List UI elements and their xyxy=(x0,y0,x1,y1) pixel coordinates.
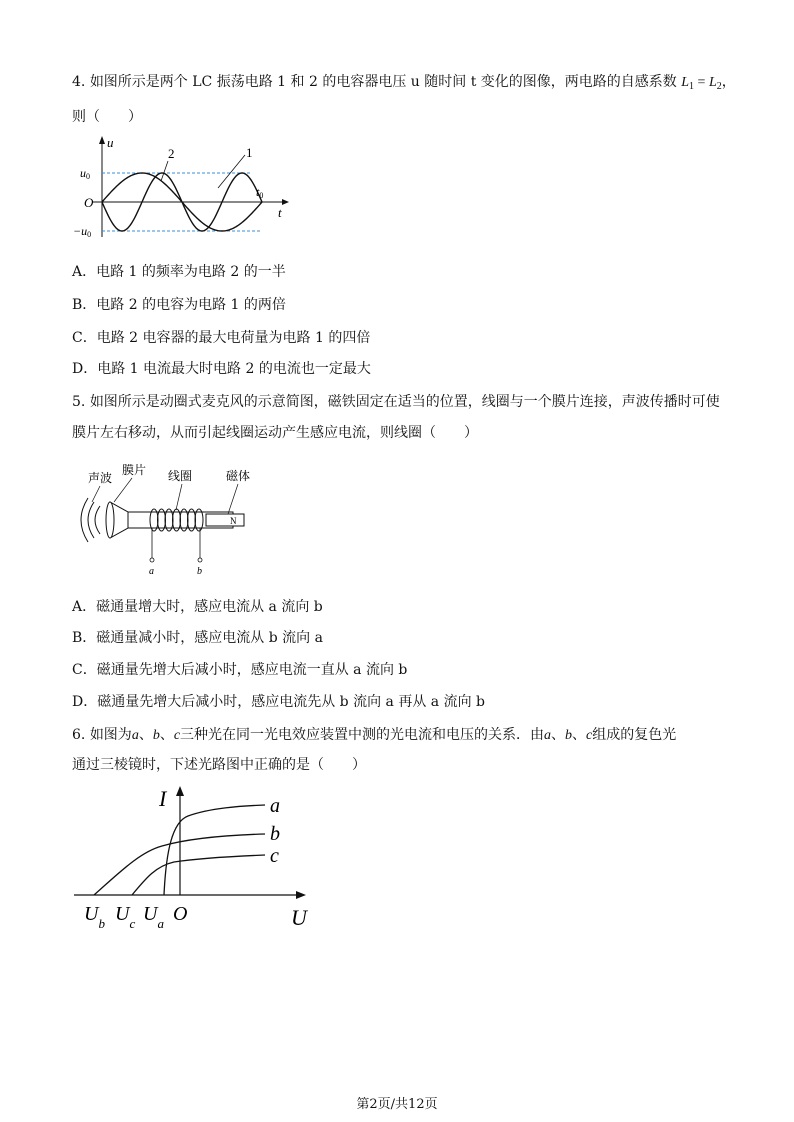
q5-number: 5. xyxy=(72,394,86,410)
q6-stem-line2: 通过三棱镜时，下述光路图中正确的是（ ） xyxy=(72,757,366,773)
q6-i-axis-arrow xyxy=(176,786,184,796)
q4-t-axis-arrow xyxy=(282,199,289,205)
q5-stem-text: 如图所示是动圈式麦克风的示意简图，磁铁固定在适当的位置，线圈与一个膜片连接，声波传播时可使 xyxy=(89,394,720,410)
q6-number: 6. xyxy=(72,727,86,743)
q5-leader-magnet xyxy=(228,484,238,514)
q6-sep1-2: 、 xyxy=(551,727,566,743)
q6-axis-i-label: I xyxy=(159,786,167,811)
q5-option-c: C．磁通量先增大后减小时，感应电流一直从 a 流向 b xyxy=(72,662,408,678)
q5-magnet xyxy=(206,514,244,526)
q5-terminal-a-label: a xyxy=(149,566,154,577)
q4-option-c: C．电路 2 电容器的最大电荷量为电路 1 的四倍 xyxy=(72,330,371,346)
q5-option-a: A．磁通量增大时，感应电流从 a 流向 b xyxy=(72,599,323,615)
q6-axis-u-label: U xyxy=(291,905,307,930)
q5-terminal-b xyxy=(198,558,202,562)
q5-diaphragm-rim xyxy=(106,502,114,538)
q5-sound-wave-arc-2 xyxy=(88,502,94,538)
q6-stem-line1 xyxy=(72,725,676,746)
q6-sep2-2: 、 xyxy=(572,727,587,743)
q4-curve2-label: 2 xyxy=(168,146,175,161)
q6-curve-c-label: c xyxy=(270,845,279,867)
q4-option-d: D．电路 1 电流最大时电路 2 的电流也一定最大 xyxy=(72,361,371,377)
q6-stem-a: 如图为 xyxy=(89,727,132,743)
page-footer: 第2页/共12页 xyxy=(356,1097,438,1112)
q5-label-coil: 线圈 xyxy=(168,469,193,483)
q6-stem-b: 三种光在同一光电效应装置中测的光电流和电压的关系．由 xyxy=(180,727,545,743)
q5-leader-sound xyxy=(92,486,100,502)
q6-curve-a xyxy=(164,805,265,895)
q6-var-b: b xyxy=(152,728,160,743)
q5-sound-wave-arc-3 xyxy=(81,498,88,542)
q5-stem-line1 xyxy=(72,392,720,412)
q5-terminal-b-label: b xyxy=(197,566,202,577)
q5-leader-coil xyxy=(176,484,182,510)
q4-number: 4. xyxy=(72,74,86,90)
q4-option-b: B．电路 2 的电容为电路 1 的两倍 xyxy=(72,297,286,313)
q5-label-sound-wave: 声波 xyxy=(88,471,113,485)
q6-var-c-2: c xyxy=(586,728,593,743)
q4-figure-voltage-graph xyxy=(70,135,295,245)
q6-figure-iv-graph xyxy=(70,782,320,942)
q6-curve-c xyxy=(132,855,265,895)
q5-leader-diaphragm xyxy=(114,478,132,502)
q4-option-a: A．电路 1 的频率为电路 2 的一半 xyxy=(72,264,286,280)
q4-neg-u0-label: −u0 xyxy=(73,224,92,239)
q4-t0-label: t0 xyxy=(256,185,264,200)
q6-ub-label: $U_b$ xyxy=(84,903,105,931)
q5-label-magnet: 磁体 xyxy=(226,469,251,483)
q5-sound-wave-arc-1 xyxy=(95,506,100,534)
q6-var-b-2: b xyxy=(565,728,573,743)
q6-sep2: 、 xyxy=(159,727,174,743)
q6-var-c: c xyxy=(173,728,181,743)
q6-u-axis-arrow xyxy=(296,891,306,899)
q6-curve-a-label: a xyxy=(270,795,280,817)
q5-stem-line2: 膜片左右移动，从而引起线圈运动产生感应电流，则线圈（ ） xyxy=(72,425,478,441)
q4-curve1-label: 1 xyxy=(246,145,253,160)
q5-option-d: D．磁通量先增大后减小时，感应电流先从 b 流向 a 再从 a 流向 b xyxy=(72,694,485,710)
q4-leader-2 xyxy=(161,161,168,181)
q4-u-axis-arrow xyxy=(99,136,105,144)
q5-pole-n: N xyxy=(230,516,237,526)
q6-origin-label: O xyxy=(173,903,188,925)
q4-math-L1: $L_1$ xyxy=(681,75,695,92)
q4-stem-text: 如图所示是两个 LC 振荡电路 1 和 2 的电容器电压 u 随时间 t 变化的图像，两电路的自感系数 xyxy=(89,74,677,90)
q5-figure-microphone xyxy=(78,458,268,583)
q4-axis-u-label: u xyxy=(107,135,114,150)
q6-stem-c: 组成的复色光 xyxy=(592,727,677,743)
q4-math-eq: = xyxy=(694,75,709,90)
q4-u0-label: u0 xyxy=(80,166,90,181)
q6-var-a: a xyxy=(131,728,139,743)
q4-math-L2: $L_2$ xyxy=(708,75,722,92)
q6-ua-label: $U_a$ xyxy=(143,903,164,931)
q6-var-a-2: a xyxy=(544,728,552,743)
q5-option-b: B．磁通量减小时，感应电流从 b 流向 a xyxy=(72,630,323,646)
q4-axis-t-label: t xyxy=(278,205,282,220)
q6-uc-label: $U_c$ xyxy=(115,903,136,931)
q4-origin-label: O xyxy=(84,195,94,210)
q6-sep1: 、 xyxy=(138,727,153,743)
q4-stem-end: ， xyxy=(721,74,736,90)
q6-curve-b-label: b xyxy=(270,823,280,845)
q5-label-diaphragm: 膜片 xyxy=(122,463,147,477)
q4-stem-line1 xyxy=(72,72,736,97)
q5-terminal-a xyxy=(150,558,154,562)
q4-stem-line2: 则（ ） xyxy=(72,109,142,125)
